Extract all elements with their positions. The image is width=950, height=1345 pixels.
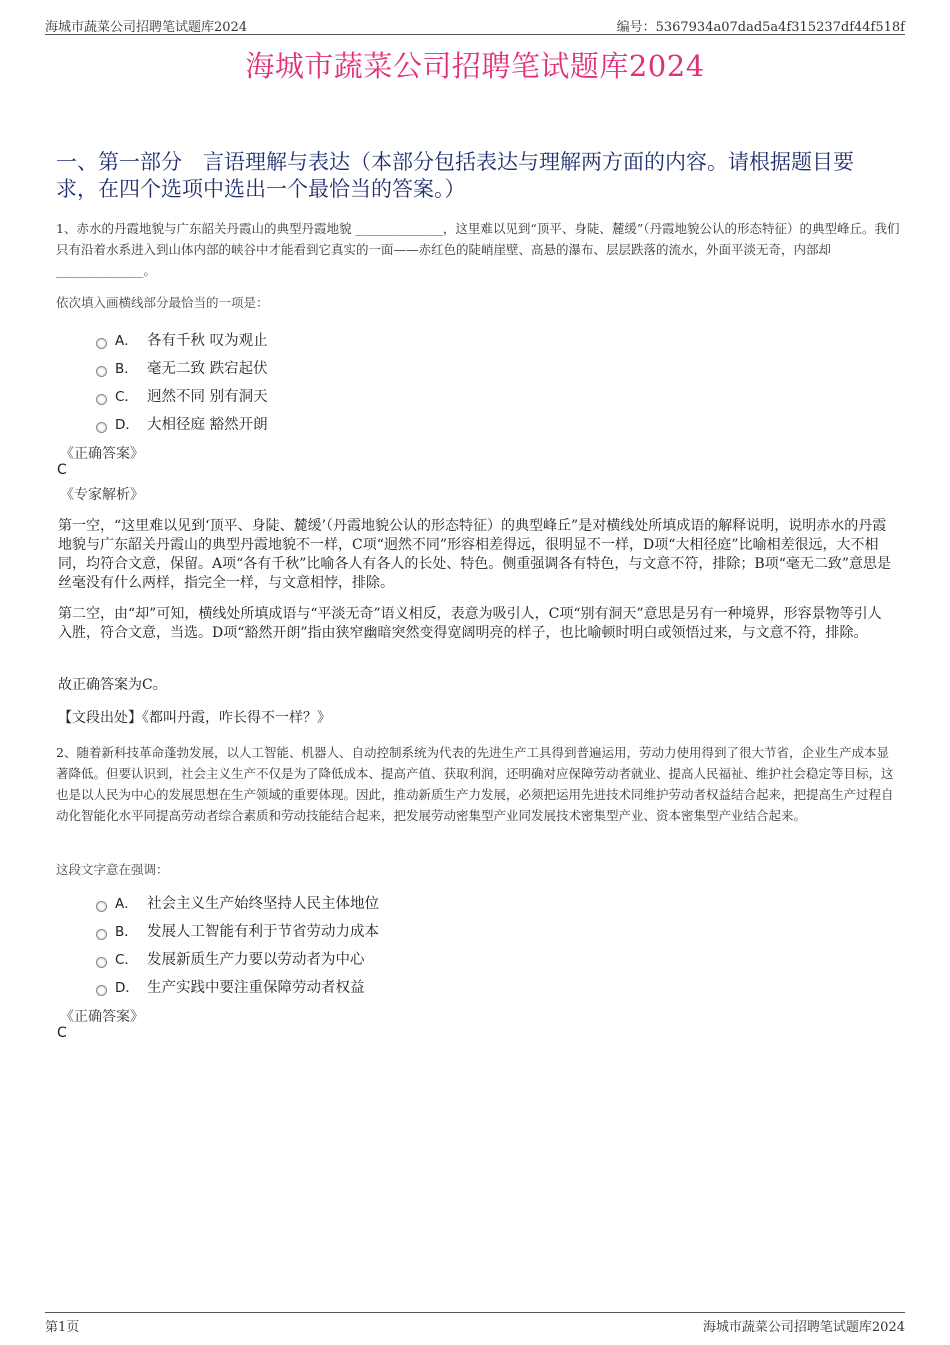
question-2-stem: 2、随着新科技革命蓬勃发展，以人工智能、机器人、自动控制系统为代表的先进生产工具得到普遍运用，劳动力使用得到了很大节省，企业生产成本显著降低。但要认识到，社会主义生产不仅是为了降低成本、提高产值、获取利润，还明确对应保障劳动者就业、提高人民福祉、维护社会稳定等目标，这也是以人民为中心的发展思想在生产领域的重要体现。因此，推动新质生产力发展，必须把运用先进技术同维护劳动者权益结合起来，把提高生产过程自动化智能化水平同提高劳动者综合素质和劳动技能结合起来，把发展劳动密集型产业同发展技术密集型产业、资本密集型产业结合起来。 — [56, 745, 894, 823]
analysis-label: 《专家解析》 — [60, 487, 144, 503]
radio-icon[interactable] — [96, 394, 107, 405]
radio-icon[interactable] — [96, 957, 107, 968]
radio-icon[interactable] — [96, 985, 107, 996]
radio-icon[interactable] — [96, 422, 107, 433]
answer-value: C — [57, 1025, 67, 1041]
page-number: 第1页 — [45, 1320, 80, 1335]
answer-label: 《正确答案》 — [60, 446, 144, 462]
option-a[interactable]: A． 社会主义生产始终坚持人民主体地位 — [96, 888, 379, 916]
analysis-source: 【文段出处】《都叫丹霞，咋长得不一样？》 — [58, 710, 331, 726]
option-c[interactable]: C． 迥然不同 别有洞天 — [96, 381, 268, 409]
answer-label: 《正确答案》 — [60, 1009, 144, 1025]
radio-icon[interactable] — [96, 901, 107, 912]
page-title: 海城市蔬菜公司招聘笔试题库2024 — [245, 49, 705, 83]
answer-value: C — [57, 462, 67, 478]
question-2-options — [96, 888, 379, 1000]
page-footer — [45, 1312, 905, 1333]
header-doc-id: 编号：5367934a07dad5a4f315237df44f518f — [616, 20, 905, 35]
radio-icon[interactable] — [96, 338, 107, 349]
radio-icon[interactable] — [96, 929, 107, 940]
option-c[interactable]: C． 发展新质生产力要以劳动者为中心 — [96, 944, 379, 972]
question-1-options — [96, 325, 268, 437]
header-doc-title: 海城市蔬菜公司招聘笔试题库2024 — [45, 20, 248, 35]
question-1-stem: 1、赤水的丹霞地貌与广东韶关丹霞山的典型丹霞地貌 ______________，这里难以见到“顶平、身陡、麓缓”（丹霞地貌公认的形态特征）的典型峰丘。我们只有沿着水系进入到山体内部的峡谷中才能看到它真实的一面——赤红色的陡峭崖壁、高悬的瀑布、层层跌落的流水，外面平淡无奇，内部却 ______________。 — [56, 221, 900, 278]
radio-icon[interactable] — [96, 366, 107, 377]
question-2-prompt: 这段文字意在强调： — [56, 862, 169, 877]
question-1-prompt: 依次填入画横线部分最恰当的一项是： — [56, 295, 269, 310]
analysis-paragraph-2: 第二空，由“却”可知，横线处所填成语与“平淡无奇”语义相反，表意为吸引人，C项“别有洞天”意思是另有一种境界，形容景物等引人入胜，符合文意，当选。D项“豁然开朗”指由狭窄幽暗突然变得宽阔明亮的样子，也比喻顿时明白或领悟过来，与文意不符，排除。 — [58, 606, 882, 641]
analysis-conclusion: 故正确答案为C。 — [58, 677, 167, 693]
option-a[interactable]: A． 各有千秋 叹为观止 — [96, 325, 268, 353]
analysis-paragraph-1: 第一空，“这里难以见到‘顶平、身陡、麓缓’（丹霞地貌公认的形态特征）的典型峰丘”是对横线处所填成语的解释说明，说明赤水的丹霞地貌与广东韶关丹霞山的典型丹霞地貌不一样，C项“迥然不同”形容相差得远，很明显不一样，D项“大相径庭”比喻相差很远，大不相同，均符合文意，保留。A项“各有千秋”比喻各人有各人的长处、特色。侧重强调各有特色，与文意不符，排除；B项“毫无二致”意思是丝毫没有什么两样，指完全一样，与文意相悖，排除。 — [58, 518, 892, 591]
footer-doc-title: 海城市蔬菜公司招聘笔试题库2024 — [702, 1320, 905, 1335]
section-heading: 一、第一部分 言语理解与表达（本部分包括表达与理解两方面的内容。请根据题目要求，在四个选项中选出一个最恰当的答案。） — [56, 150, 854, 201]
page-header — [45, 14, 905, 35]
option-d[interactable]: D． 大相径庭 豁然开朗 — [96, 409, 268, 437]
option-d[interactable]: D． 生产实践中要注重保障劳动者权益 — [96, 972, 379, 1000]
option-b[interactable]: B． 发展人工智能有利于节省劳动力成本 — [96, 916, 379, 944]
option-b[interactable]: B． 毫无二致 跌宕起伏 — [96, 353, 268, 381]
